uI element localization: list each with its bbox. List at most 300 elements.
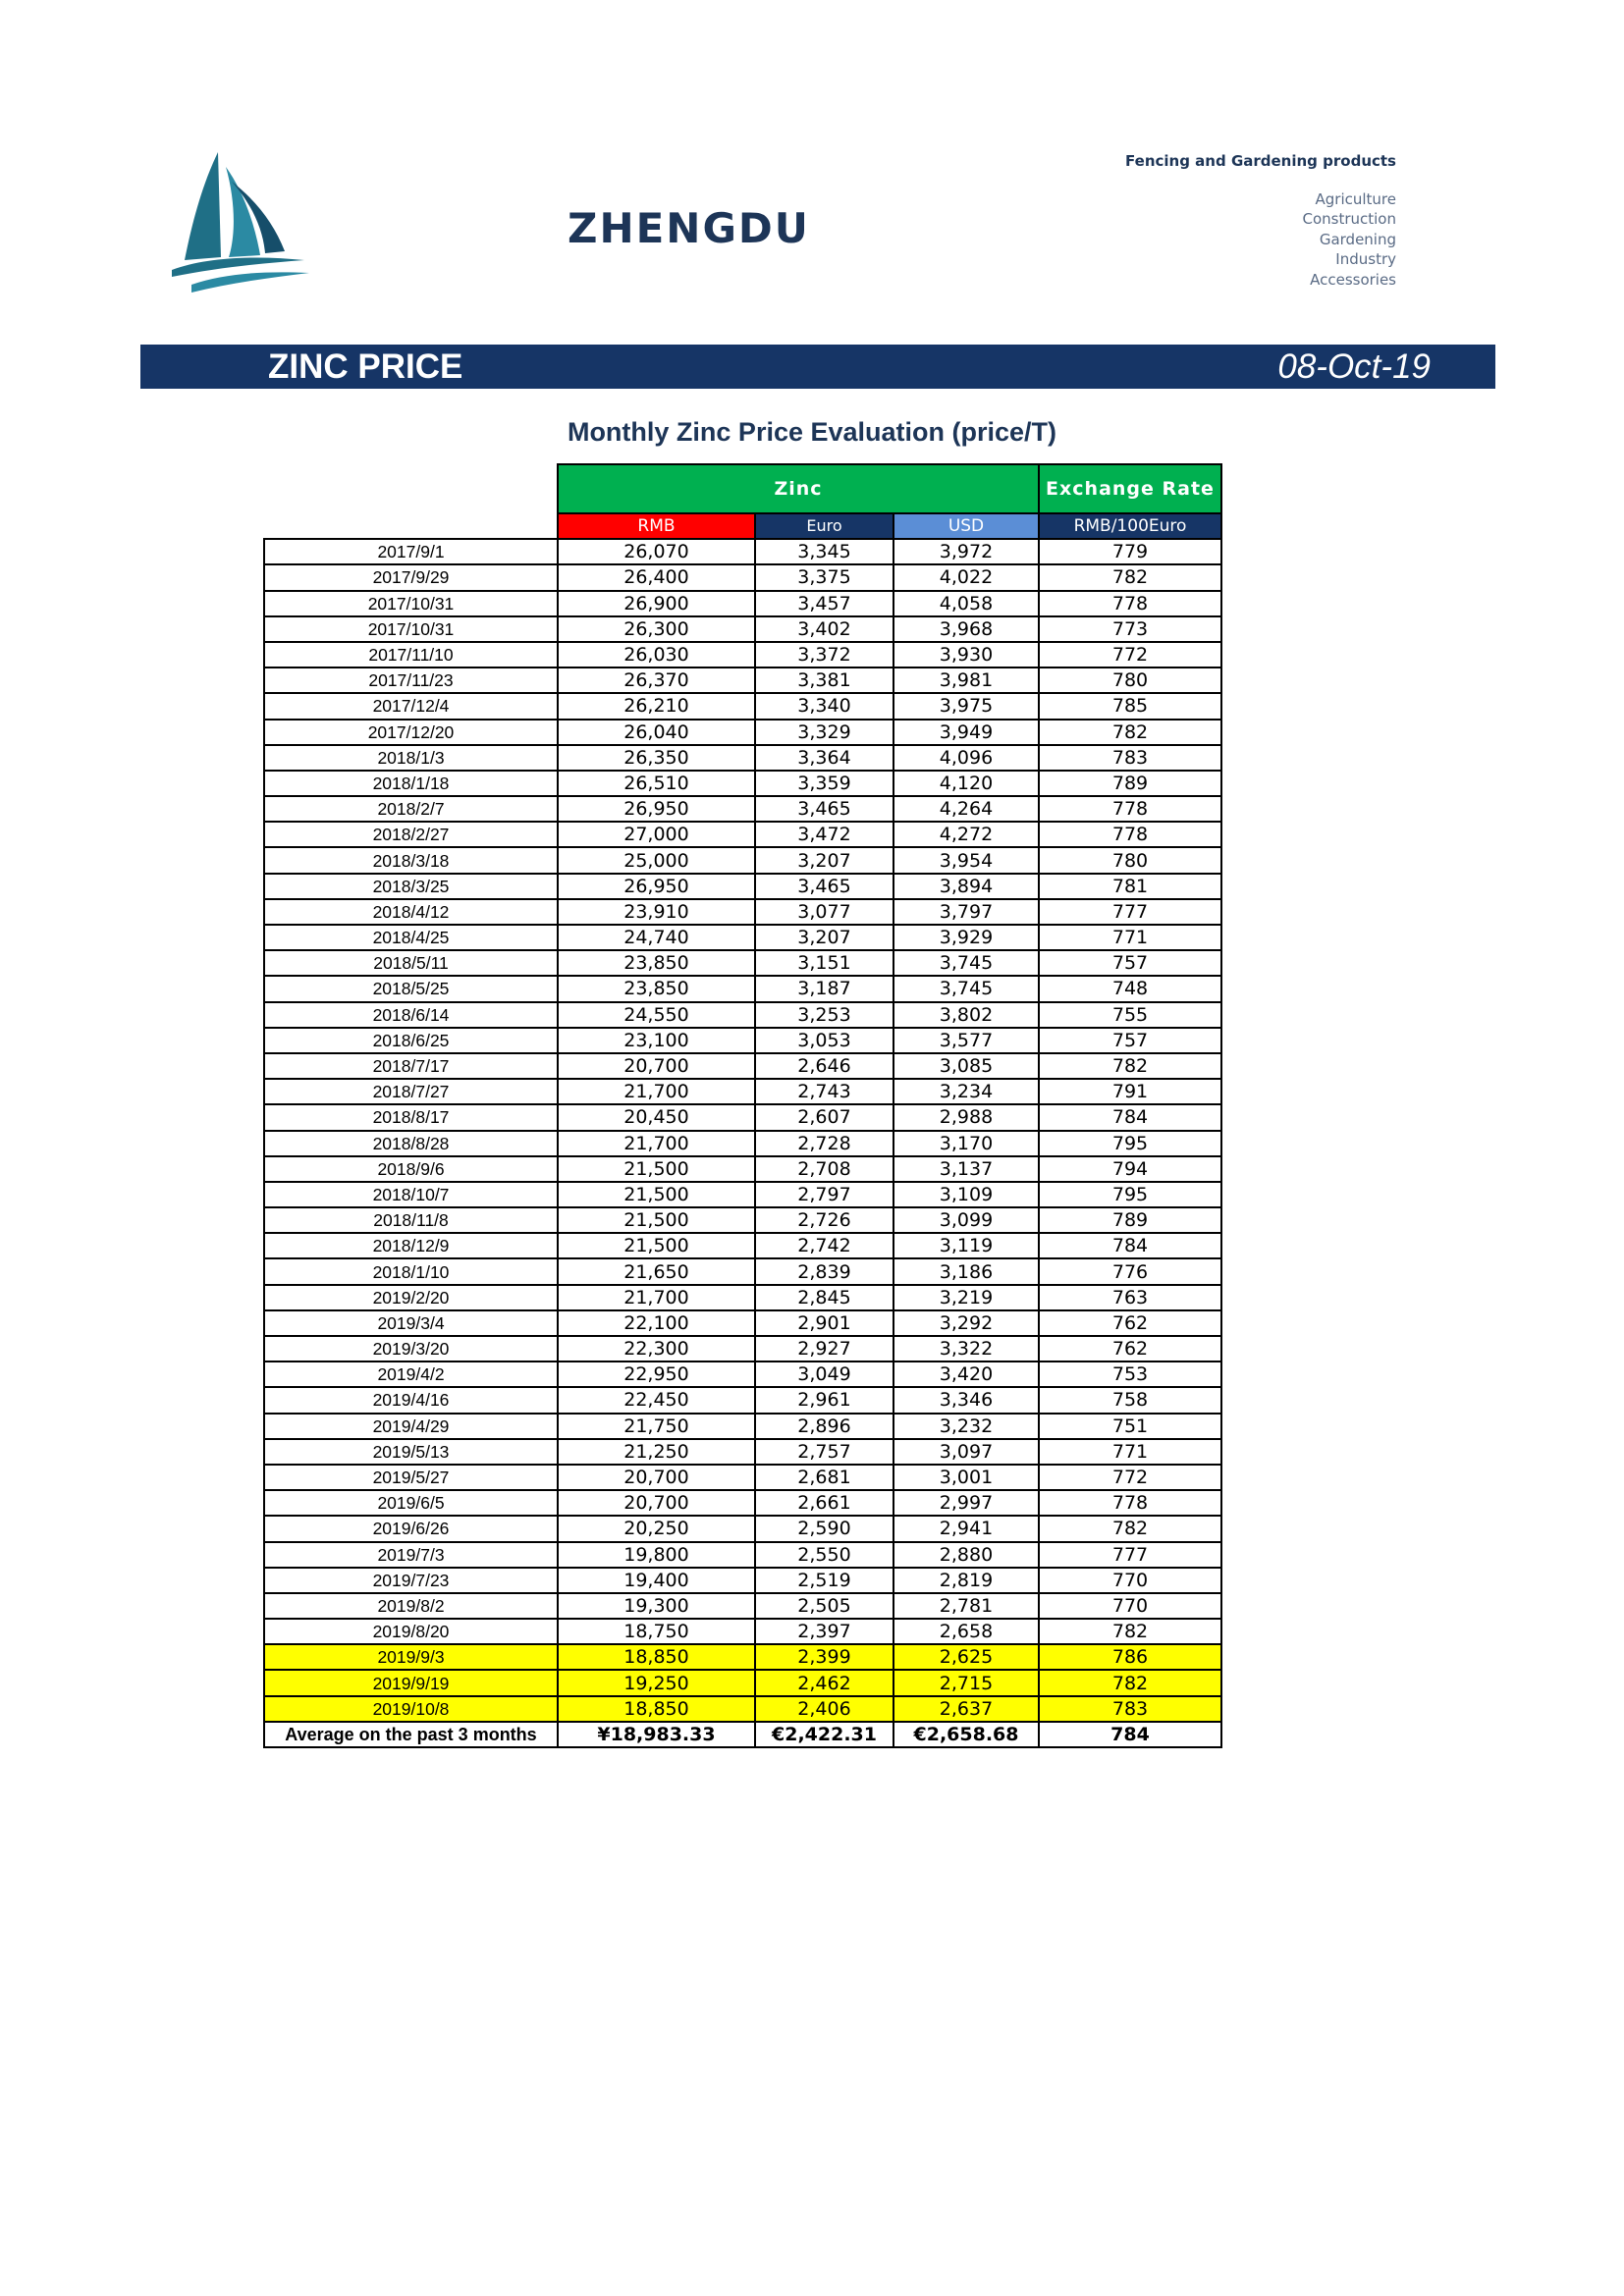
table-row <box>264 564 1221 590</box>
rmb-cell: 27,000 <box>558 822 755 847</box>
table-row <box>264 720 1221 745</box>
table-row <box>264 1387 1221 1413</box>
highlighted-row <box>264 1670 1221 1695</box>
euro-cell: 3,364 <box>755 745 893 771</box>
date-cell: 2019/3/4 <box>264 1310 558 1336</box>
table-row <box>264 1542 1221 1568</box>
usd-cell: 4,120 <box>893 771 1039 796</box>
euro-cell: 2,743 <box>755 1079 893 1104</box>
rmb-cell: 21,700 <box>558 1079 755 1104</box>
date-cell: 2019/5/13 <box>264 1439 558 1465</box>
usd-cell: 2,819 <box>893 1568 1039 1593</box>
euro-cell: 2,607 <box>755 1104 893 1130</box>
date-cell: 2017/11/23 <box>264 667 558 693</box>
euro-cell: 2,590 <box>755 1516 893 1541</box>
rate-cell: 757 <box>1039 1028 1221 1053</box>
table-row <box>264 1310 1221 1336</box>
date-cell: 2019/10/8 <box>264 1696 558 1722</box>
rmb-cell: 23,850 <box>558 976 755 1001</box>
usd-cell: 3,346 <box>893 1387 1039 1413</box>
highlighted-row <box>264 1696 1221 1722</box>
date-cell: 2018/5/11 <box>264 950 558 976</box>
euro-cell: 2,927 <box>755 1336 893 1362</box>
usd-cell: 2,658 <box>893 1619 1039 1644</box>
date-cell: 2017/11/10 <box>264 642 558 667</box>
euro-cell: 3,329 <box>755 720 893 745</box>
table-row <box>264 745 1221 771</box>
rmb-cell: 22,100 <box>558 1310 755 1336</box>
rmb-cell: 26,300 <box>558 616 755 642</box>
brand-name: ZHENGDU <box>568 204 810 252</box>
table-row <box>264 667 1221 693</box>
date-cell: 2019/4/2 <box>264 1362 558 1387</box>
rate-cell: 777 <box>1039 899 1221 925</box>
rmb-cell: 26,400 <box>558 564 755 590</box>
rmb-cell: 20,450 <box>558 1104 755 1130</box>
rate-cell: 782 <box>1039 1053 1221 1079</box>
date-cell: 2017/12/20 <box>264 720 558 745</box>
category-gardening: Gardening <box>1319 230 1396 248</box>
date-cell: 2019/4/29 <box>264 1414 558 1439</box>
rate-cell: 789 <box>1039 1207 1221 1233</box>
usd-cell: 2,997 <box>893 1490 1039 1516</box>
euro-cell: 2,896 <box>755 1414 893 1439</box>
euro-cell: 3,345 <box>755 539 893 564</box>
date-cell: 2018/1/18 <box>264 771 558 796</box>
rate-cell: 778 <box>1039 591 1221 616</box>
rmb-cell: 21,750 <box>558 1414 755 1439</box>
rmb-cell: 22,950 <box>558 1362 755 1387</box>
table-row <box>264 1104 1221 1130</box>
euro-cell: 2,550 <box>755 1542 893 1568</box>
rate-cell: 782 <box>1039 1619 1221 1644</box>
rate-cell: 791 <box>1039 1079 1221 1104</box>
rate-cell: 789 <box>1039 771 1221 796</box>
header-usd: USD <box>893 513 1039 539</box>
rmb-cell: 18,850 <box>558 1644 755 1670</box>
rmb-cell: 25,000 <box>558 847 755 873</box>
header-blank <box>264 464 558 513</box>
usd-cell: 2,625 <box>893 1644 1039 1670</box>
table-row <box>264 1516 1221 1541</box>
usd-cell: 3,234 <box>893 1079 1039 1104</box>
date-cell: 2017/9/1 <box>264 539 558 564</box>
rmb-cell: 26,350 <box>558 745 755 771</box>
euro-cell: 2,661 <box>755 1490 893 1516</box>
table-row <box>264 1336 1221 1362</box>
table-subtitle: Monthly Zinc Price Evaluation (price/T) <box>567 417 1057 447</box>
rate-cell: 795 <box>1039 1131 1221 1156</box>
usd-cell: 4,096 <box>893 745 1039 771</box>
date-cell: 2019/7/3 <box>264 1542 558 1568</box>
usd-cell: 3,099 <box>893 1207 1039 1233</box>
table-row <box>264 1490 1221 1516</box>
rmb-cell: 19,800 <box>558 1542 755 1568</box>
euro-cell: 2,399 <box>755 1644 893 1670</box>
usd-cell: 3,109 <box>893 1182 1039 1207</box>
euro-cell: 3,457 <box>755 591 893 616</box>
rmb-cell: 19,300 <box>558 1593 755 1619</box>
usd-cell: 3,975 <box>893 693 1039 719</box>
usd-cell: 3,577 <box>893 1028 1039 1053</box>
euro-cell: 2,839 <box>755 1258 893 1284</box>
table-row <box>264 1182 1221 1207</box>
rate-cell: 784 <box>1039 1233 1221 1258</box>
rmb-cell: 20,250 <box>558 1516 755 1541</box>
report-date: 08-Oct-19 <box>1277 347 1431 386</box>
euro-cell: 3,372 <box>755 642 893 667</box>
table-row <box>264 847 1221 873</box>
rmb-cell: 20,700 <box>558 1053 755 1079</box>
date-cell: 2019/7/23 <box>264 1568 558 1593</box>
rate-cell: 784 <box>1039 1104 1221 1130</box>
table-row <box>264 874 1221 899</box>
euro-cell: 2,742 <box>755 1233 893 1258</box>
euro-cell: 2,961 <box>755 1387 893 1413</box>
table-row <box>264 1593 1221 1619</box>
date-cell: 2018/1/10 <box>264 1258 558 1284</box>
table-row <box>264 1258 1221 1284</box>
usd-cell: 4,272 <box>893 822 1039 847</box>
date-cell: 2019/9/3 <box>264 1644 558 1670</box>
table-row <box>264 1002 1221 1028</box>
euro-cell: 3,253 <box>755 1002 893 1028</box>
euro-cell: 2,797 <box>755 1182 893 1207</box>
usd-cell: 3,232 <box>893 1414 1039 1439</box>
header-rmb: RMB <box>558 513 755 539</box>
euro-cell: 2,462 <box>755 1670 893 1695</box>
table-row <box>264 693 1221 719</box>
average-label: Average on the past 3 months <box>264 1722 558 1747</box>
euro-cell: 2,728 <box>755 1131 893 1156</box>
rmb-cell: 21,500 <box>558 1182 755 1207</box>
highlighted-row <box>264 1644 1221 1670</box>
usd-cell: 2,880 <box>893 1542 1039 1568</box>
rate-cell: 795 <box>1039 1182 1221 1207</box>
euro-cell: 3,340 <box>755 693 893 719</box>
usd-cell: 3,186 <box>893 1258 1039 1284</box>
date-cell: 2019/6/5 <box>264 1490 558 1516</box>
usd-cell: 3,981 <box>893 667 1039 693</box>
rmb-cell: 23,910 <box>558 899 755 925</box>
date-cell: 2018/2/27 <box>264 822 558 847</box>
average-rmb: ¥18,983.33 <box>558 1722 755 1747</box>
euro-cell: 3,465 <box>755 796 893 822</box>
euro-cell: 2,726 <box>755 1207 893 1233</box>
rate-cell: 782 <box>1039 1516 1221 1541</box>
rmb-cell: 18,750 <box>558 1619 755 1644</box>
table-row <box>264 976 1221 1001</box>
table-row <box>264 591 1221 616</box>
table-row <box>264 796 1221 822</box>
table-row <box>264 1028 1221 1053</box>
usd-cell: 3,292 <box>893 1310 1039 1336</box>
date-cell: 2018/12/9 <box>264 1233 558 1258</box>
date-cell: 2019/4/16 <box>264 1387 558 1413</box>
euro-cell: 3,375 <box>755 564 893 590</box>
rmb-cell: 18,850 <box>558 1696 755 1722</box>
euro-cell: 2,406 <box>755 1696 893 1722</box>
rate-cell: 755 <box>1039 1002 1221 1028</box>
usd-cell: 3,949 <box>893 720 1039 745</box>
date-cell: 2018/3/18 <box>264 847 558 873</box>
date-cell: 2017/10/31 <box>264 591 558 616</box>
usd-cell: 3,420 <box>893 1362 1039 1387</box>
euro-cell: 3,077 <box>755 899 893 925</box>
table-row <box>264 822 1221 847</box>
header-blank-2 <box>264 513 558 539</box>
page-title: ZINC PRICE <box>268 347 463 386</box>
rmb-cell: 24,550 <box>558 1002 755 1028</box>
date-cell: 2019/9/19 <box>264 1670 558 1695</box>
rmb-cell: 20,700 <box>558 1490 755 1516</box>
date-cell: 2018/2/7 <box>264 796 558 822</box>
euro-cell: 3,207 <box>755 847 893 873</box>
usd-cell: 3,968 <box>893 616 1039 642</box>
table-row <box>264 771 1221 796</box>
rate-cell: 778 <box>1039 796 1221 822</box>
usd-cell: 4,058 <box>893 591 1039 616</box>
average-rate: 784 <box>1039 1722 1221 1747</box>
usd-cell: 3,001 <box>893 1465 1039 1490</box>
rate-cell: 770 <box>1039 1593 1221 1619</box>
rmb-cell: 21,650 <box>558 1258 755 1284</box>
table-row <box>264 642 1221 667</box>
table-row <box>264 950 1221 976</box>
usd-cell: 3,085 <box>893 1053 1039 1079</box>
rate-cell: 780 <box>1039 667 1221 693</box>
date-cell: 2019/8/2 <box>264 1593 558 1619</box>
rmb-cell: 22,450 <box>558 1387 755 1413</box>
usd-cell: 3,219 <box>893 1285 1039 1310</box>
table-row <box>264 1233 1221 1258</box>
rate-cell: 786 <box>1039 1644 1221 1670</box>
rate-cell: 778 <box>1039 822 1221 847</box>
title-bar <box>140 345 1495 389</box>
rmb-cell: 26,040 <box>558 720 755 745</box>
date-cell: 2019/2/20 <box>264 1285 558 1310</box>
euro-cell: 3,381 <box>755 667 893 693</box>
table-row <box>264 925 1221 950</box>
date-cell: 2018/4/25 <box>264 925 558 950</box>
rate-cell: 780 <box>1039 847 1221 873</box>
table-row <box>264 1285 1221 1310</box>
euro-cell: 2,708 <box>755 1156 893 1182</box>
rate-cell: 777 <box>1039 1542 1221 1568</box>
tagline: Fencing and Gardening products <box>1125 152 1396 170</box>
rate-cell: 770 <box>1039 1568 1221 1593</box>
usd-cell: 3,929 <box>893 925 1039 950</box>
date-cell: 2018/3/25 <box>264 874 558 899</box>
euro-cell: 2,505 <box>755 1593 893 1619</box>
rate-cell: 762 <box>1039 1336 1221 1362</box>
table-row <box>264 1156 1221 1182</box>
rmb-cell: 21,700 <box>558 1285 755 1310</box>
table-row <box>264 539 1221 564</box>
date-cell: 2018/8/28 <box>264 1131 558 1156</box>
rate-cell: 763 <box>1039 1285 1221 1310</box>
usd-cell: 3,745 <box>893 976 1039 1001</box>
usd-cell: 3,745 <box>893 950 1039 976</box>
rate-cell: 778 <box>1039 1490 1221 1516</box>
usd-cell: 2,941 <box>893 1516 1039 1541</box>
header-exchange-rate: Exchange Rate <box>1039 464 1221 513</box>
rmb-cell: 23,100 <box>558 1028 755 1053</box>
rmb-cell: 26,370 <box>558 667 755 693</box>
usd-cell: 2,715 <box>893 1670 1039 1695</box>
company-info <box>1125 151 1396 290</box>
euro-cell: 3,359 <box>755 771 893 796</box>
usd-cell: 2,988 <box>893 1104 1039 1130</box>
usd-cell: 2,637 <box>893 1696 1039 1722</box>
date-cell: 2018/4/12 <box>264 899 558 925</box>
euro-cell: 3,472 <box>755 822 893 847</box>
rmb-cell: 21,700 <box>558 1131 755 1156</box>
rmb-cell: 21,250 <box>558 1439 755 1465</box>
usd-cell: 3,170 <box>893 1131 1039 1156</box>
rate-cell: 758 <box>1039 1387 1221 1413</box>
usd-cell: 3,119 <box>893 1233 1039 1258</box>
date-cell: 2018/11/8 <box>264 1207 558 1233</box>
date-cell: 2017/10/31 <box>264 616 558 642</box>
euro-cell: 3,151 <box>755 950 893 976</box>
usd-cell: 3,322 <box>893 1336 1039 1362</box>
date-cell: 2018/7/27 <box>264 1079 558 1104</box>
rmb-cell: 23,850 <box>558 950 755 976</box>
category-accessories: Accessories <box>1310 270 1396 289</box>
date-cell: 2018/7/17 <box>264 1053 558 1079</box>
date-cell: 2018/6/14 <box>264 1002 558 1028</box>
table-row <box>264 1079 1221 1104</box>
category-industry: Industry <box>1335 250 1396 268</box>
usd-cell: 3,930 <box>893 642 1039 667</box>
date-cell: 2018/9/6 <box>264 1156 558 1182</box>
usd-cell: 3,954 <box>893 847 1039 873</box>
rate-cell: 782 <box>1039 564 1221 590</box>
rate-cell: 771 <box>1039 1439 1221 1465</box>
rmb-cell: 21,500 <box>558 1207 755 1233</box>
date-cell: 2018/5/25 <box>264 976 558 1001</box>
rate-cell: 751 <box>1039 1414 1221 1439</box>
euro-cell: 2,845 <box>755 1285 893 1310</box>
sailboat-logo <box>167 147 314 299</box>
rate-cell: 782 <box>1039 720 1221 745</box>
rmb-cell: 22,300 <box>558 1336 755 1362</box>
rmb-cell: 19,400 <box>558 1568 755 1593</box>
rate-cell: 781 <box>1039 874 1221 899</box>
rate-cell: 762 <box>1039 1310 1221 1336</box>
usd-cell: 3,097 <box>893 1439 1039 1465</box>
usd-cell: 3,137 <box>893 1156 1039 1182</box>
euro-cell: 2,519 <box>755 1568 893 1593</box>
rmb-cell: 26,030 <box>558 642 755 667</box>
rate-cell: 783 <box>1039 745 1221 771</box>
rate-cell: 772 <box>1039 1465 1221 1490</box>
euro-cell: 3,187 <box>755 976 893 1001</box>
rate-cell: 785 <box>1039 693 1221 719</box>
rmb-cell: 21,500 <box>558 1156 755 1182</box>
table-row <box>264 1439 1221 1465</box>
rmb-cell: 24,740 <box>558 925 755 950</box>
rate-cell: 779 <box>1039 539 1221 564</box>
euro-cell: 2,757 <box>755 1439 893 1465</box>
table-row <box>264 1131 1221 1156</box>
date-cell: 2018/1/3 <box>264 745 558 771</box>
usd-cell: 3,894 <box>893 874 1039 899</box>
euro-cell: 3,465 <box>755 874 893 899</box>
date-cell: 2019/6/26 <box>264 1516 558 1541</box>
date-cell: 2017/9/29 <box>264 564 558 590</box>
table-row <box>264 1053 1221 1079</box>
rate-cell: 776 <box>1039 1258 1221 1284</box>
euro-cell: 3,049 <box>755 1362 893 1387</box>
header-zinc: Zinc <box>558 464 1039 513</box>
euro-cell: 2,901 <box>755 1310 893 1336</box>
usd-cell: 4,264 <box>893 796 1039 822</box>
rmb-cell: 21,500 <box>558 1233 755 1258</box>
table-row <box>264 616 1221 642</box>
rmb-cell: 26,950 <box>558 796 755 822</box>
average-euro: €2,422.31 <box>755 1722 893 1747</box>
rmb-cell: 26,210 <box>558 693 755 719</box>
date-cell: 2018/6/25 <box>264 1028 558 1053</box>
euro-cell: 2,681 <box>755 1465 893 1490</box>
rate-cell: 782 <box>1039 1670 1221 1695</box>
date-cell: 2019/3/20 <box>264 1336 558 1362</box>
table-row <box>264 1362 1221 1387</box>
table-row <box>264 1619 1221 1644</box>
rate-cell: 771 <box>1039 925 1221 950</box>
date-cell: 2017/12/4 <box>264 693 558 719</box>
date-cell: 2018/8/17 <box>264 1104 558 1130</box>
date-cell: 2019/8/20 <box>264 1619 558 1644</box>
category-construction: Construction <box>1302 210 1396 228</box>
euro-cell: 2,646 <box>755 1053 893 1079</box>
rate-cell: 748 <box>1039 976 1221 1001</box>
rate-cell: 783 <box>1039 1696 1221 1722</box>
table-row <box>264 899 1221 925</box>
euro-cell: 3,207 <box>755 925 893 950</box>
euro-cell: 3,402 <box>755 616 893 642</box>
usd-cell: 4,022 <box>893 564 1039 590</box>
rmb-cell: 20,700 <box>558 1465 755 1490</box>
date-cell: 2018/10/7 <box>264 1182 558 1207</box>
rmb-cell: 26,070 <box>558 539 755 564</box>
rate-cell: 772 <box>1039 642 1221 667</box>
usd-cell: 2,781 <box>893 1593 1039 1619</box>
zinc-price-table <box>263 463 1222 1748</box>
average-usd: €2,658.68 <box>893 1722 1039 1747</box>
header-euro: Euro <box>755 513 893 539</box>
table-row <box>264 1207 1221 1233</box>
average-row <box>264 1722 1221 1747</box>
table-body <box>264 539 1221 1722</box>
rmb-cell: 19,250 <box>558 1670 755 1695</box>
rate-cell: 794 <box>1039 1156 1221 1182</box>
date-cell: 2019/5/27 <box>264 1465 558 1490</box>
rate-cell: 773 <box>1039 616 1221 642</box>
table-row <box>264 1465 1221 1490</box>
rate-cell: 757 <box>1039 950 1221 976</box>
rmb-cell: 26,510 <box>558 771 755 796</box>
usd-cell: 3,802 <box>893 1002 1039 1028</box>
category-agriculture: Agriculture <box>1315 189 1396 208</box>
euro-cell: 3,053 <box>755 1028 893 1053</box>
rmb-cell: 26,950 <box>558 874 755 899</box>
rmb-cell: 26,900 <box>558 591 755 616</box>
header-rate: RMB/100Euro <box>1039 513 1221 539</box>
usd-cell: 3,972 <box>893 539 1039 564</box>
